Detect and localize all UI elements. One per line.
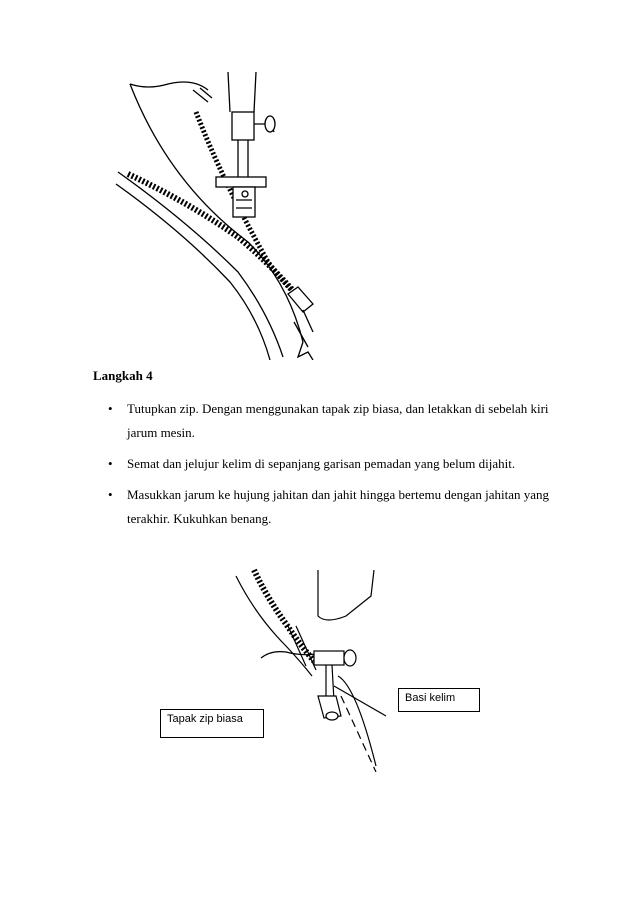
label-basi-kelim: Basi kelim <box>398 688 480 712</box>
bullet-icon: • <box>108 401 113 416</box>
list-item <box>108 452 558 476</box>
step-heading: Langkah 4 <box>93 368 153 383</box>
list-item <box>108 483 558 531</box>
bullet-icon: • <box>108 487 113 502</box>
list-item-text: Tutupkan zip. Dengan menggunakan tapak zip biasa, dan letakkan di sebelah kiri jarum mesin. <box>127 401 549 440</box>
list-item-text: Masukkan jarum ke hujung jahitan dan jahit hingga bertemu dengan jahitan yang terakhir. Kukuhkan benang. <box>127 487 550 526</box>
sewing-machine-zipper-foot-illustration <box>108 72 340 360</box>
label-tapak-zip-biasa: Tapak zip biasa <box>160 709 264 738</box>
list-item-text: Semat dan jelujur kelim di sepanjang garisan pemadan yang belum dijahit. <box>127 456 516 471</box>
instruction-list <box>108 397 558 538</box>
list-item <box>108 397 558 445</box>
sewing-machine-presser-foot-illustration <box>226 566 396 772</box>
bullet-icon: • <box>108 456 113 471</box>
